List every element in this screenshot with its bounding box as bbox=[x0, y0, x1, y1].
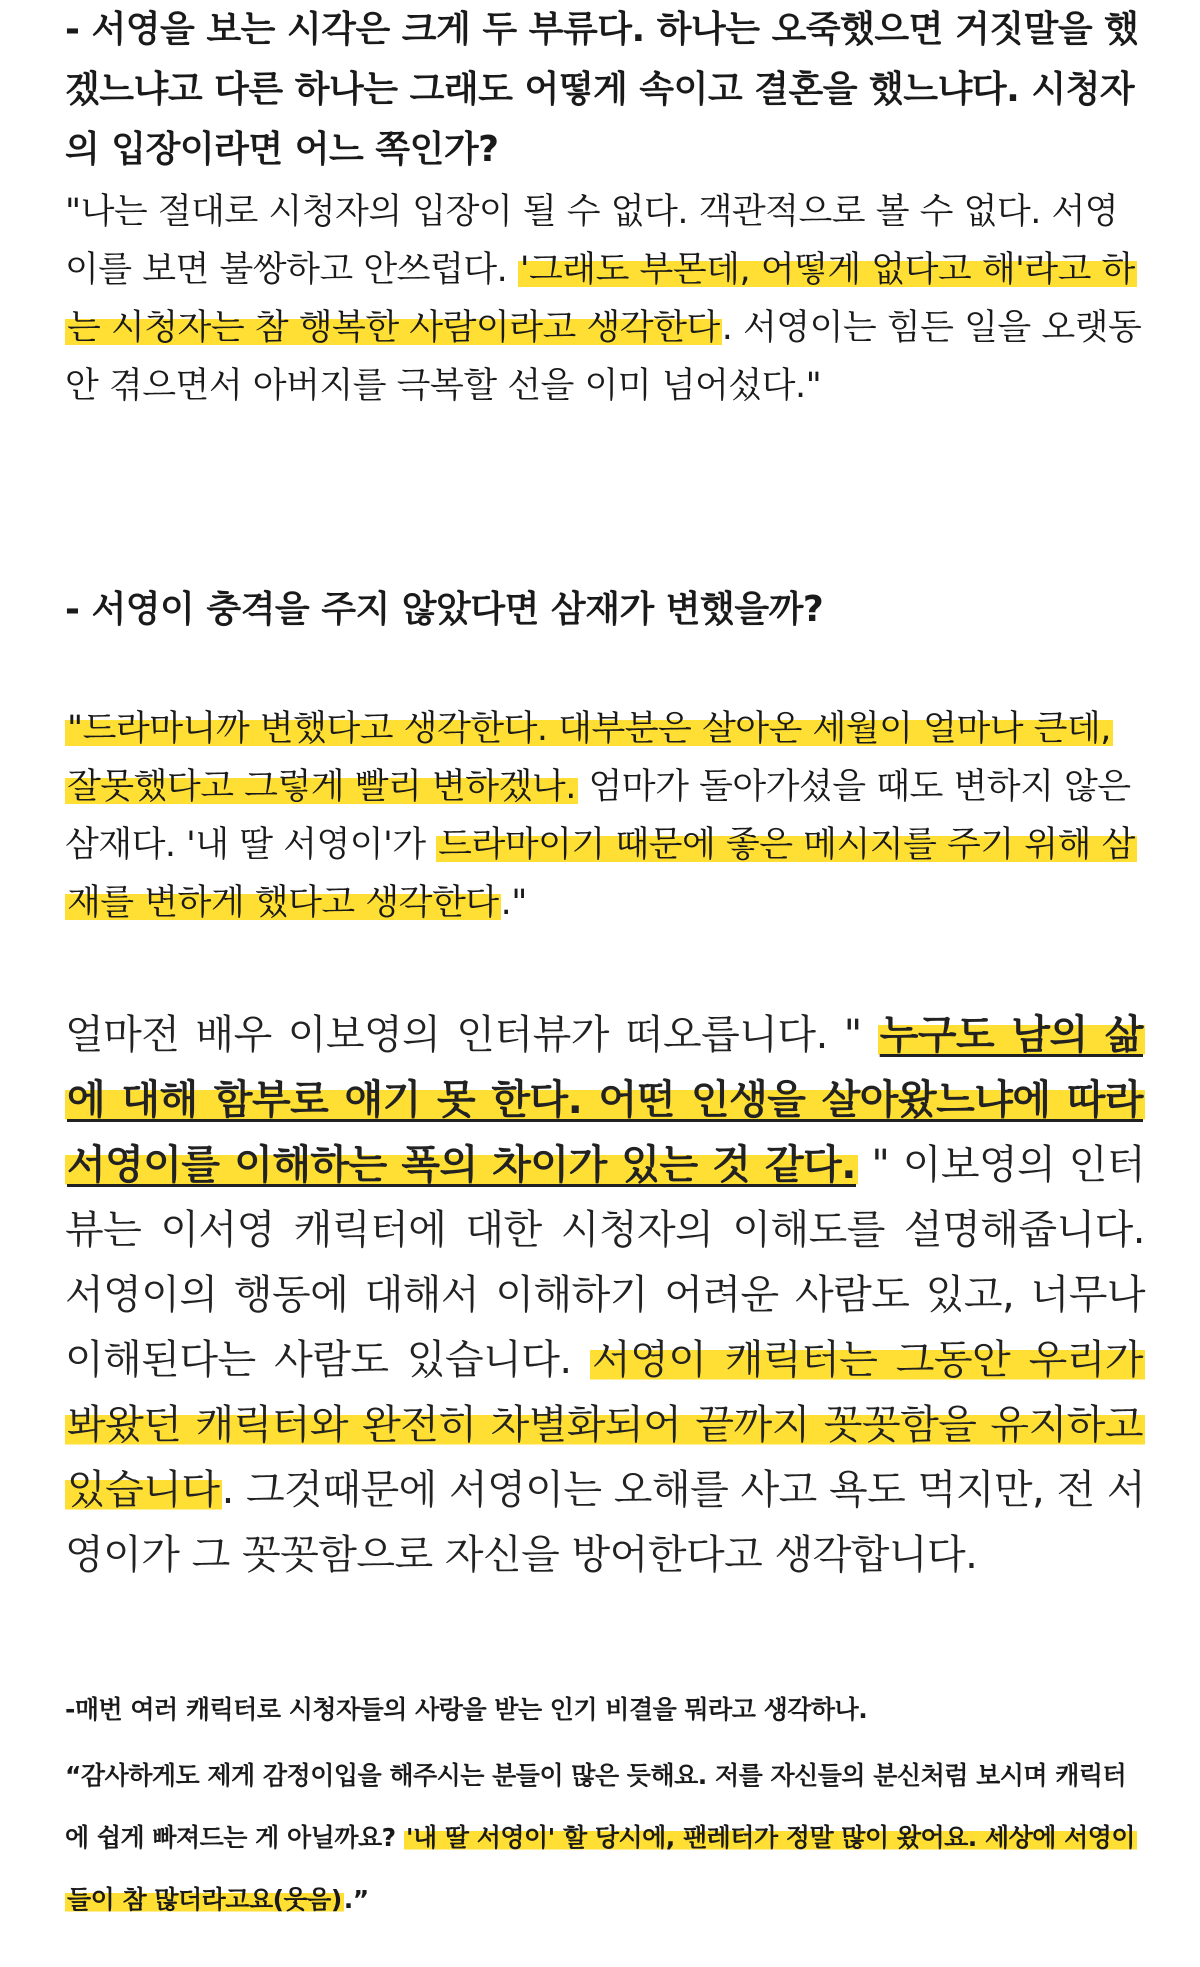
answer-3-highlight: '내 딸 서영이' 할 당시에, 팬레터가 정말 많이 왔어요. 세상에 서영이들이 참 많더라고요(웃음) bbox=[67, 1823, 1136, 1914]
interview-question-1: - 서영을 보는 시각은 크게 두 부류다. 하나는 오죽했으면 거짓말을 했겠느냐고 다른 하나는 그래도 어떻게 속이고 결혼을 했느냐다. 시청자의 입장이라면 어느 쪽인가? bbox=[65, 9, 1139, 170]
commentary-text-2: " 이보영의 인터뷰는 이서영 캐릭터에 대한 시청자의 이해도를 설명해줍니다. 서영이의 행동에 대해서 이해하기 어려운 사람도 있고, 너무나 이해된다는 사람도 있습니다. bbox=[65, 1142, 1145, 1383]
answer-2-text-end: ." bbox=[500, 883, 527, 923]
answer-2-text: 엄마가 돌아가셨을 때도 변하지 않은 삼재다. '내 딸 서영이'가 bbox=[65, 767, 1131, 865]
interview-question-3: -매번 여러 캐릭터로 시청자들의 사랑을 받는 인기 비결을 뭐라고 생각하나. bbox=[65, 1695, 868, 1724]
answer-1-highlight: '그래도 부몬데, 어떻게 없다고 해'라고 하는 시청자는 참 행복한 사람이라고 생각한다 bbox=[67, 250, 1135, 348]
interview-quote-highlight: 누구도 남의 삶에 대해 함부로 얘기 못 한다. 어떤 인생을 살아왔느냐에 따라 서영이를 이해하는 폭의 차이가 있는 것 같다. bbox=[67, 1012, 1143, 1188]
answer-1-text-end: . 서영이는 힘든 일을 오랫동안 겪으면서 아버지를 극복할 선을 이미 넘어섰다." bbox=[65, 308, 1142, 406]
answer-2-highlight: "드라마니까 변했다고 생각한다. 대부분은 살아온 세월이 얼마나 큰데, 잘못했다고 그렇게 빨리 변하겠나. bbox=[67, 709, 1111, 807]
answer-3-text: “감사하게도 제게 감정이입을 해주시는 분들이 많은 듯해요. 저를 자신들의 분신처럼 보시며 캐릭터에 쉽게 빠져드는 게 아닐까요? bbox=[65, 1761, 1127, 1852]
author-commentary bbox=[65, 1003, 1145, 1588]
commentary-highlight: 서영이 캐릭터는 그동안 우리가 봐왔던 캐릭터와 완전히 차별화되어 끝까지 꼿꼿함을 유지하고 있습니다 bbox=[67, 1337, 1143, 1513]
commentary-text-end: . 그것때문에 서영이는 오해를 사고 욕도 먹지만, 전 서영이가 그 꼿꼿함으로 자신을 방어한다고 생각합니다. bbox=[65, 1467, 1145, 1578]
commentary-text: 얼마전 배우 이보영의 인터뷰가 떠오릅니다. " bbox=[65, 1012, 878, 1058]
interview-question-2: - 서영이 충격을 주지 않았다면 삼재가 변했을까? bbox=[65, 589, 824, 630]
interview-answer-3 bbox=[65, 1745, 1145, 1931]
interview-answer-1 bbox=[65, 183, 1145, 415]
interview-answer-2 bbox=[65, 700, 1145, 932]
answer-1-text: "나는 절대로 시청자의 입장이 될 수 없다. 객관적으로 볼 수 없다. 서영이를 보면 불쌍하고 안쓰럽다. bbox=[65, 192, 1119, 290]
answer-3-text-end: .” bbox=[343, 1885, 369, 1914]
answer-2-highlight-2: 드라마이기 때문에 좋은 메시지를 주기 위해 삼재를 변하게 했다고 생각한다 bbox=[67, 825, 1135, 923]
